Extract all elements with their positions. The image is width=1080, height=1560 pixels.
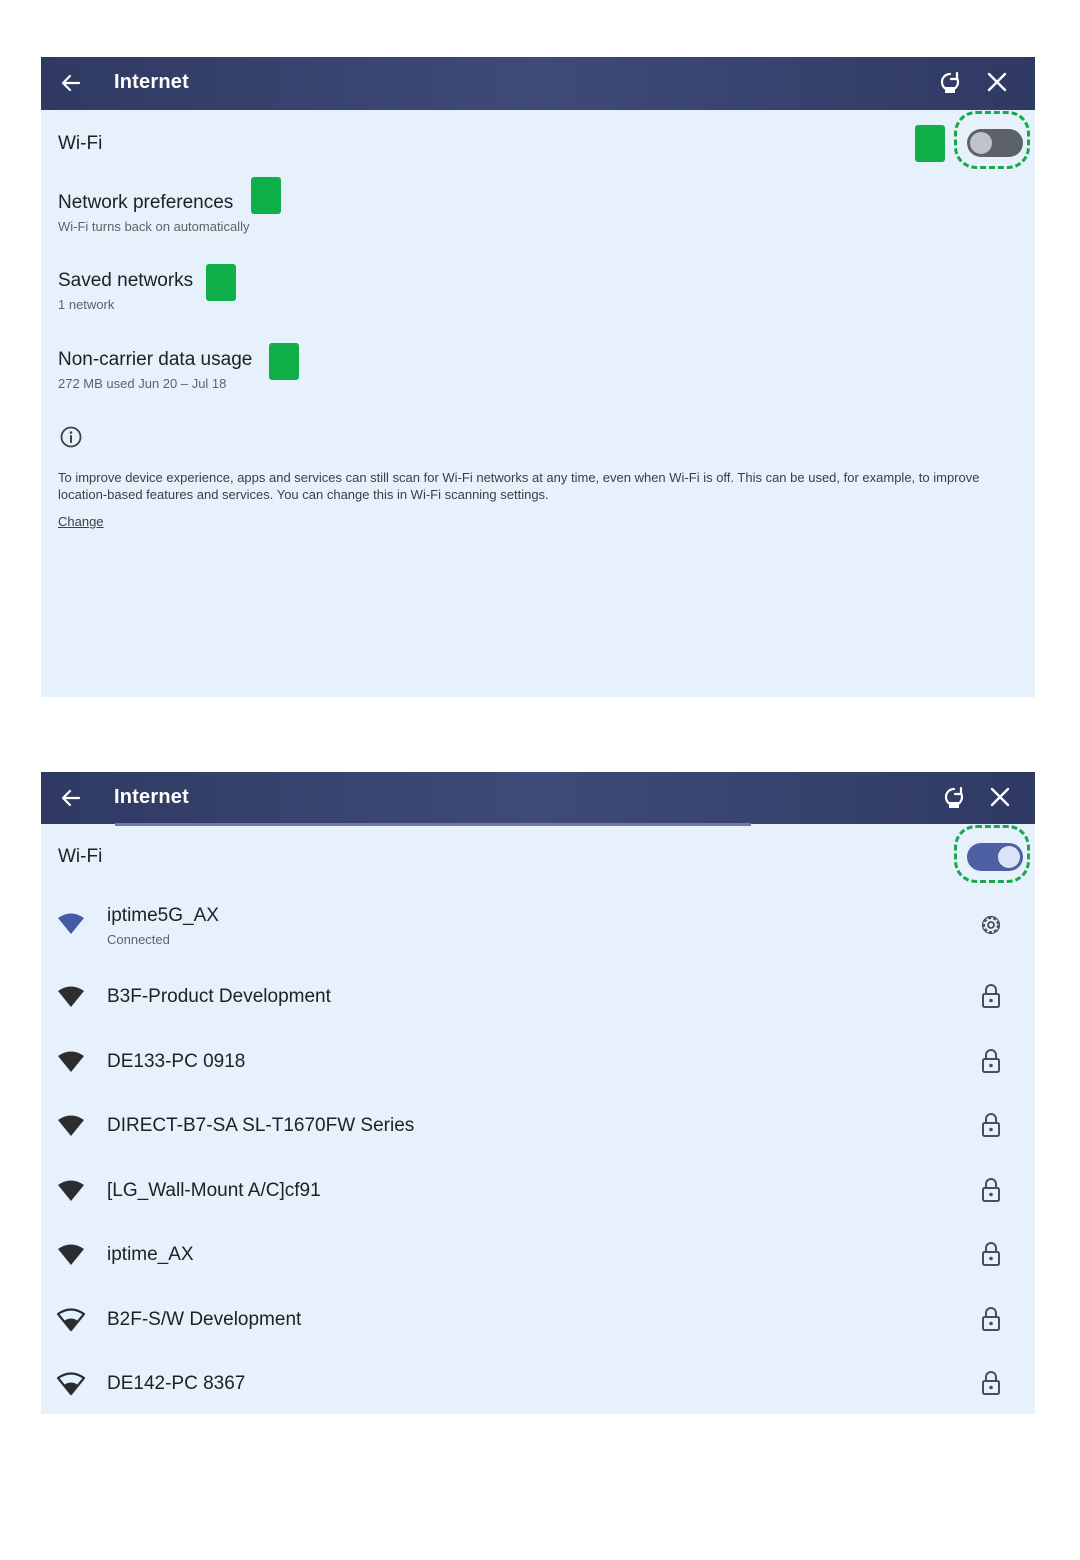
network-row[interactable]: [41, 1354, 1035, 1414]
wifi-full-icon: [57, 912, 85, 936]
network-preferences-title: Network preferences: [58, 192, 234, 213]
gear-icon[interactable]: [979, 912, 1003, 938]
saved-networks-title: Saved networks: [58, 270, 194, 291]
page-title: Internet: [114, 786, 189, 808]
switch-thumb: [998, 846, 1020, 868]
network-name: iptime5G_AX: [107, 905, 219, 926]
wifi-toggle[interactable]: [954, 111, 1034, 173]
lock-icon: [979, 1370, 1003, 1396]
wifi-full-icon: [57, 1114, 85, 1138]
wifi-toggle[interactable]: [954, 825, 1034, 887]
scan-progress-bar: [115, 823, 751, 826]
internet-panel-wifi-off: [41, 57, 1035, 697]
wifi-full-icon: [57, 1050, 85, 1074]
internet-panel-wifi-on: [41, 772, 1035, 1414]
wifi-weak-icon: [57, 1308, 85, 1332]
network-status: Connected: [107, 932, 170, 947]
switch-thumb: [970, 132, 992, 154]
wifi-full-icon: [57, 1243, 85, 1267]
change-link[interactable]: Change: [58, 514, 104, 529]
wifi-label: Wi-Fi: [58, 133, 103, 154]
lock-icon: [979, 1306, 1003, 1332]
switch-track: [967, 843, 1023, 871]
data-usage-subtitle: 272 MB used Jun 20 – Jul 18: [58, 376, 227, 391]
annotation-marker: [206, 264, 236, 301]
network-row[interactable]: [41, 1290, 1035, 1350]
switch-track: [967, 129, 1023, 157]
network-row[interactable]: [41, 967, 1035, 1027]
network-name: DE142-PC 8367: [107, 1373, 246, 1394]
lock-icon: [979, 1241, 1003, 1267]
refresh-icon[interactable]: [938, 70, 962, 96]
info-icon: [59, 425, 83, 449]
lock-icon: [979, 1177, 1003, 1203]
wifi-label: Wi-Fi: [58, 846, 103, 867]
network-row[interactable]: [41, 1032, 1035, 1092]
lock-icon: [979, 1048, 1003, 1074]
lock-icon: [979, 1112, 1003, 1138]
title-bar: [41, 772, 1035, 824]
page-title: Internet: [114, 71, 189, 93]
network-name: iptime_AX: [107, 1244, 194, 1265]
network-name: DIRECT-B7-SA SL-T1670FW Series: [107, 1115, 415, 1136]
annotation-marker: [251, 177, 281, 214]
network-row[interactable]: [41, 1161, 1035, 1221]
close-icon[interactable]: [986, 70, 1008, 94]
lock-icon: [979, 983, 1003, 1009]
data-usage-title: Non-carrier data usage: [58, 349, 253, 370]
network-name: DE133-PC 0918: [107, 1051, 246, 1072]
title-bar: [41, 57, 1035, 110]
network-row[interactable]: [41, 1096, 1035, 1156]
arrow-left-icon[interactable]: [59, 71, 83, 95]
close-icon[interactable]: [989, 785, 1011, 809]
network-preferences-subtitle: Wi-Fi turns back on automatically: [58, 219, 250, 234]
network-name: B3F-Product Development: [107, 986, 331, 1007]
annotation-marker: [269, 343, 299, 380]
wifi-scanning-disclaimer: To improve device experience, apps and services can still scan for Wi-Fi networks at any time, even when Wi-Fi is off. This can be used, for example, to improve location-based features and services. You can change this in Wi-Fi scanning settings.: [58, 470, 980, 502]
network-name: [LG_Wall-Mount A/C]cf91: [107, 1180, 321, 1201]
wifi-full-icon: [57, 1179, 85, 1203]
network-name: B2F-S/W Development: [107, 1309, 302, 1330]
wifi-full-icon: [57, 985, 85, 1009]
network-row[interactable]: [41, 1225, 1035, 1285]
network-row[interactable]: [41, 892, 1035, 952]
arrow-left-icon[interactable]: [59, 786, 83, 810]
saved-networks-subtitle: 1 network: [58, 297, 115, 312]
refresh-icon[interactable]: [942, 785, 966, 811]
wifi-weak-icon: [57, 1372, 85, 1396]
annotation-marker: [915, 125, 945, 162]
